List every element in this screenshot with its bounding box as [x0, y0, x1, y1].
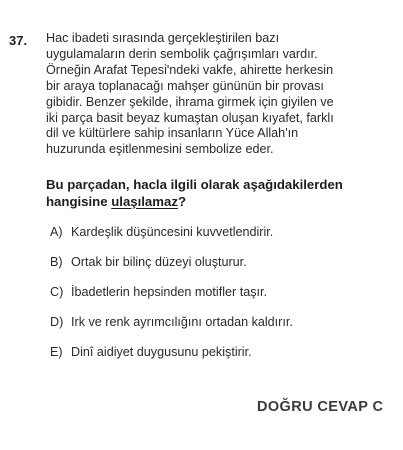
option-c[interactable] [50, 284, 267, 300]
passage-line: iki parça basit beyaz kumaştan oluşan kıyafet, farklı [46, 110, 334, 125]
stem-underlined-word: ulaşılamaz [111, 194, 178, 209]
option-b[interactable] [50, 254, 247, 270]
option-letter: C) [50, 285, 64, 299]
passage-line: huzurunda eşitlenmesini sembolize eder. [46, 142, 274, 157]
passage-line: Örneğin Arafat Tepesi'ndeki vakfe, ahirette herkesin [46, 62, 334, 77]
option-text: Irk ve renk ayrımcılığını ortadan kaldırır. [71, 315, 293, 329]
option-a[interactable] [50, 224, 273, 240]
passage-line: dil ve kültürlere sahip insanların Yüce Allah'ın [46, 126, 299, 141]
option-e[interactable] [50, 344, 252, 360]
stem-prefix: hangisine [46, 194, 112, 209]
option-text: Dinî aidiyet duygusunu pekiştirir. [71, 345, 252, 359]
question-passage [46, 31, 401, 158]
stem-line: Bu parçadan, hacla ilgili olarak aşağıdakilerden [46, 177, 343, 192]
option-letter: E) [50, 345, 63, 359]
option-text: İbadetlerin hepsinden motifler taşır. [71, 285, 268, 299]
passage-line: gibidir. Benzer şekilde, ihrama girmek için giyilen ve [46, 94, 334, 109]
passage-line: Hac ibadeti sırasında gerçekleştirilen bazı [46, 31, 280, 45]
question-number: 37. [9, 33, 28, 48]
option-text: Kardeşlik düşüncesini kuvvetlendirir. [71, 225, 274, 239]
passage-line: uygulamaların derin sembolik çağrışımları vardır. [46, 46, 318, 61]
stem-line [46, 193, 401, 210]
correct-answer-label: DOĞRU CEVAP C [257, 399, 384, 415]
option-text: Ortak bir bilinç düzeyi oluşturur. [71, 255, 247, 269]
stem-suffix: ? [177, 194, 186, 209]
option-d[interactable] [50, 314, 293, 330]
option-letter: A) [50, 225, 63, 239]
passage-line: bir araya toplanacağı mahşer gününün bir provası [46, 78, 324, 93]
question-stem [46, 176, 401, 210]
option-letter: B) [50, 255, 63, 269]
option-letter: D) [50, 315, 64, 329]
